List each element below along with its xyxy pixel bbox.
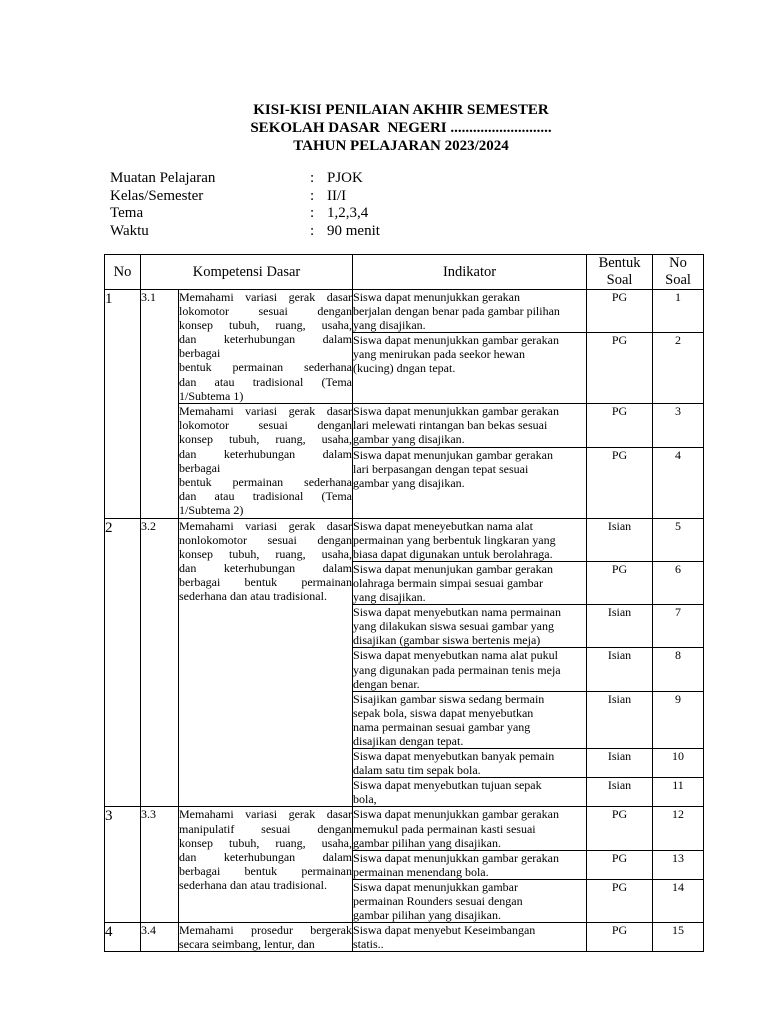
text-line: Siswa dapat menyebutkan banyak pemain <box>353 749 555 764</box>
text-line: statis.. <box>353 937 384 952</box>
header-kompetensi-dasar: Kompetensi Dasar <box>141 255 353 290</box>
indikator-cell <box>353 778 587 807</box>
indikator-cell <box>353 923 587 952</box>
text-line: dan keterhubungan dalam <box>179 446 353 461</box>
text-line: Siswa dapat menyebutkan nama alat pukul <box>353 648 558 663</box>
text-line: konsep tubuh, ruang, usaha, <box>179 546 353 561</box>
indikator-cell <box>353 879 587 922</box>
meta-value: PJOK <box>327 170 363 186</box>
text-line: secara seimbang, lentur, dan <box>179 937 315 952</box>
indikator-cell <box>353 850 587 879</box>
kd-code: 3.1 <box>141 290 179 519</box>
text-line: sepak bola, siswa dapat menyebutkan <box>353 705 534 720</box>
meta-row-tema <box>110 205 380 223</box>
text-line: Memahami variasi gerak dasar <box>179 518 353 533</box>
text-line: Siswa dapat menunjukkan gambar gerakan <box>353 333 559 348</box>
text-line: bentuk permainan sederhana <box>179 360 353 375</box>
no-soal-cell: 9 <box>653 691 704 748</box>
no-soal-cell: 15 <box>653 923 704 952</box>
text-line: sederhana dan atau tradisional. <box>179 589 327 604</box>
indikator-cell <box>353 807 587 850</box>
bentuk-soal-cell: PG <box>587 290 653 333</box>
text-line: berjalan dengan benar pada gambar pilihan <box>353 304 560 319</box>
text-line: lari berpasangan dengan tepat sesuai <box>353 461 529 476</box>
text-line: Memahami variasi gerak dasar <box>179 404 353 419</box>
meta-value: II/I <box>327 187 347 204</box>
indikator-cell <box>353 518 587 561</box>
no-soal-cell: 8 <box>653 648 704 691</box>
bentuk-soal-cell: Isian <box>587 749 653 778</box>
no-soal-cell: 13 <box>653 850 704 879</box>
meta-label: Kelas/Semester <box>110 187 204 204</box>
text-line: Siswa dapat menunjukkan gambar gerakan <box>353 850 559 865</box>
header-bentuk-soal <box>587 255 653 290</box>
text-line: Siswa dapat meneyebutkan nama alat <box>353 518 533 533</box>
no-soal-cell: 11 <box>653 778 704 807</box>
text-line: dan atau tradisional (Tema <box>179 374 353 389</box>
title-line-3: TAHUN PELAJARAN 2023/2024 <box>293 138 509 154</box>
text-line: permainan menendang bola. <box>353 864 489 879</box>
text-line: yang disajikan. <box>353 318 426 333</box>
text-line: lari melewati rintangan ban bekas sesuai <box>353 418 548 433</box>
header-no-line: No <box>669 255 687 271</box>
text-line: dan keterhubungan dalam <box>179 332 353 347</box>
text-line: Memahami prosedur bergerak <box>179 923 353 938</box>
text-line: Memahami variasi gerak dasar <box>179 290 353 304</box>
text-line: biasa dapat digunakan untuk berolahraga. <box>353 546 553 561</box>
text-line: Siswa dapat menyebut Keseimbangan <box>353 923 536 938</box>
bentuk-soal-cell: PG <box>587 447 653 518</box>
text-line: 1/Subtema 1) <box>179 388 244 403</box>
text-line: Siswa dapat menunjukan gambar gerakan <box>353 561 553 576</box>
text-line: yang dilakukan siswa sesuai gambar yang <box>353 619 554 634</box>
meta-colon: : <box>310 170 315 186</box>
header-soal-line: Soal <box>606 272 633 288</box>
indikator-cell <box>353 749 587 778</box>
text-line: sederhana dan atau tradisional. <box>179 877 327 892</box>
meta-label: Tema <box>110 205 144 221</box>
bentuk-soal-cell: PG <box>587 561 653 604</box>
group-number: 1 <box>105 290 141 519</box>
text-line: dan keterhubungan dalam <box>179 560 353 575</box>
text-line: dalam satu tim sepak bola. <box>353 763 481 778</box>
header-no-soal <box>653 255 704 290</box>
text-line: gambar yang disajikan. <box>353 475 465 490</box>
group-number: 4 <box>105 923 141 952</box>
meta-colon: : <box>310 205 315 221</box>
text-line: dengan benar. <box>353 676 420 691</box>
table-row <box>105 290 704 333</box>
indikator-cell <box>353 404 587 447</box>
text-line: Sisajikan gambar siswa sedang bermain <box>353 691 545 706</box>
text-line: nama permainan sesuai gambar yang <box>353 719 531 734</box>
text-line: yang menirukan pada seekor hewan <box>353 347 525 362</box>
no-soal-cell: 2 <box>653 333 704 404</box>
text-line: dan keterhubungan dalam <box>179 849 353 864</box>
bentuk-soal-cell: PG <box>587 923 653 952</box>
text-line: konsep tubuh, ruang, usaha, <box>179 432 353 447</box>
document-title <box>0 101 768 155</box>
table-row <box>105 923 704 952</box>
text-line: dan atau tradisional (Tema <box>179 488 353 503</box>
table-row <box>105 404 704 447</box>
text-line: berbagai bentuk permainan <box>179 574 353 589</box>
meta-row-kelas <box>110 188 380 206</box>
kompetensi-dasar <box>179 923 353 952</box>
text-line: lokomotor sesuai dengan <box>179 304 353 319</box>
meta-row-waktu <box>110 223 380 241</box>
bentuk-soal-cell: Isian <box>587 648 653 691</box>
kd-code: 3.2 <box>141 518 179 807</box>
text-line: gambar pilihan yang disajikan. <box>353 835 501 850</box>
header-soal-line: Soal <box>665 272 691 288</box>
bentuk-soal-cell: Isian <box>587 605 653 648</box>
text-line: Siswa dapat menyebutkan tujuan sepak <box>353 778 542 793</box>
text-line: Siswa dapat menunjukkan gambar <box>353 879 518 894</box>
no-soal-cell: 14 <box>653 879 704 922</box>
table-row <box>105 518 704 561</box>
text-line: disajikan dengan tepat. <box>353 733 464 748</box>
bentuk-soal-cell: Isian <box>587 518 653 561</box>
indikator-cell <box>353 648 587 691</box>
no-soal-cell: 4 <box>653 447 704 518</box>
no-soal-cell: 12 <box>653 807 704 850</box>
text-line: berbagai bentuk permainan <box>179 863 353 878</box>
meta-value: 90 menit <box>327 222 380 239</box>
indikator-cell <box>353 561 587 604</box>
meta-label: Muatan Pelajaran <box>110 170 216 186</box>
text-line: nonlokomotor sesuai dengan <box>179 532 353 547</box>
indikator-cell <box>353 447 587 518</box>
text-line: gambar yang disajikan. <box>353 432 465 447</box>
table-row <box>105 807 704 850</box>
text-line: Siswa dapat menunjukkan gambar gerakan <box>353 807 559 822</box>
kd-code: 3.4 <box>141 923 179 952</box>
indikator-cell <box>353 691 587 748</box>
no-soal-cell: 7 <box>653 605 704 648</box>
bentuk-soal-cell: PG <box>587 807 653 850</box>
bentuk-soal-cell: Isian <box>587 691 653 748</box>
meta-colon: : <box>310 222 315 239</box>
text-line: manipulatif sesuai dengan <box>179 821 353 836</box>
header-no: No <box>105 255 141 290</box>
indikator-cell <box>353 333 587 404</box>
kompetensi-dasar <box>179 518 353 807</box>
text-line: Siswa dapat menunjukkan gambar gerakan <box>353 404 559 419</box>
kompetensi-dasar <box>179 290 353 404</box>
text-line: gambar pilihan yang disajikan. <box>353 908 501 923</box>
text-line: disajikan (gambar siswa bertenis meja) <box>353 633 541 648</box>
header-bentuk-line: Bentuk <box>598 255 641 271</box>
title-line-1: KISI-KISI PENILAIAN AKHIR SEMESTER <box>253 102 549 118</box>
text-line: permainan Rounders sesuai dengan <box>353 894 523 908</box>
kisi-table <box>104 254 704 952</box>
text-line: berbagai <box>179 460 221 475</box>
text-line: Siswa dapat menunjukan gambar gerakan <box>353 447 553 462</box>
meta-row-muatan <box>110 170 380 188</box>
meta-label: Waktu <box>110 222 149 239</box>
no-soal-cell: 10 <box>653 749 704 778</box>
text-line: memukul pada permainan kasti sesuai <box>353 821 536 836</box>
kd-code: 3.3 <box>141 807 179 923</box>
no-soal-cell: 6 <box>653 561 704 604</box>
text-line: yang digunakan pada permainan tenis meja <box>353 662 561 677</box>
meta-info <box>110 170 380 240</box>
kompetensi-dasar <box>179 807 353 923</box>
text-line: bola, <box>353 792 377 807</box>
bentuk-soal-cell: PG <box>587 850 653 879</box>
text-line: yang disajikan. <box>353 590 426 605</box>
kompetensi-dasar <box>179 404 353 518</box>
header-indikator: Indikator <box>353 255 587 290</box>
no-soal-cell: 5 <box>653 518 704 561</box>
text-line: 1/Subtema 2) <box>179 502 244 517</box>
meta-colon: : <box>310 187 315 204</box>
text-line: (kucing) dngan tepat. <box>353 361 456 376</box>
text-line: Memahami variasi gerak dasar <box>179 807 353 822</box>
text-line: Siswa dapat menunjukkan gerakan <box>353 290 520 304</box>
bentuk-soal-cell: PG <box>587 333 653 404</box>
text-line: permainan yang berbentuk lingkaran yang <box>353 532 556 547</box>
text-line: bentuk permainan sederhana <box>179 474 353 489</box>
bentuk-soal-cell: Isian <box>587 778 653 807</box>
indikator-cell <box>353 290 587 333</box>
meta-value: 1,2,3,4 <box>327 205 369 221</box>
bentuk-soal-cell: PG <box>587 879 653 922</box>
text-line: konsep tubuh, ruang, usaha, <box>179 835 353 850</box>
text-line: Siswa dapat menyebutkan nama permainan <box>353 605 561 620</box>
indikator-cell <box>353 605 587 648</box>
no-soal-cell: 1 <box>653 290 704 333</box>
bentuk-soal-cell: PG <box>587 404 653 447</box>
text-line: konsep tubuh, ruang, usaha, <box>179 318 353 333</box>
table-header-row <box>105 255 704 290</box>
group-number: 2 <box>105 518 141 807</box>
text-line: berbagai <box>179 346 221 361</box>
no-soal-cell: 3 <box>653 404 704 447</box>
text-line: olahraga bermain simpai sesuai gambar <box>353 575 543 590</box>
group-number: 3 <box>105 807 141 923</box>
text-line: lokomotor sesuai dengan <box>179 418 353 433</box>
title-line-2: SEKOLAH DASAR NEGERI ........................... <box>250 120 552 136</box>
